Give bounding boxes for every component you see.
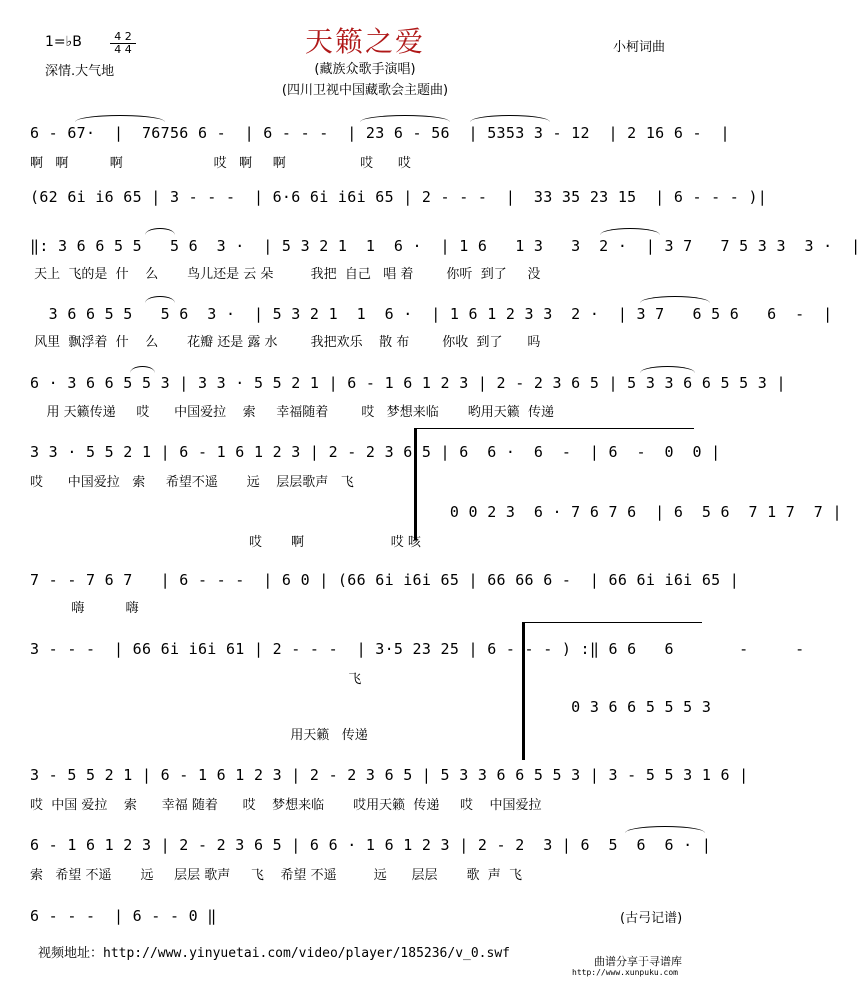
lyric-line-3: 天上 飞的是 什 么 鸟儿还是 云 朵 我把 自己 唱 着 你听 到了 没 [30, 267, 541, 282]
notation-line-6: 3 3 · 5 5 2 1 | 6 - 1 6 1 2 3 | 2 - 2 3 6 5 | 6 6 · 6 - | 6 - 0 0 | [30, 443, 721, 461]
notation-line-3: ‖: 3 6 6 5 5 5 6 3 · | 5 3 2 1 1 6 · | 1 6 1 3 3 2 · | 3 7 7 5 3 3 3 · | [30, 237, 860, 255]
slur [640, 296, 710, 303]
transcriber-credit: (古弓记谱) [620, 911, 683, 926]
video-link: 视频地址：http://www.yinyuetai.com/video/player/185236/v_0.swf [38, 946, 510, 961]
time-signature-bottom: 4 4 [114, 43, 132, 56]
key-signature: 1=♭B [45, 34, 82, 50]
volta-line-2 [522, 622, 702, 623]
author-credit: 小柯词曲 [613, 40, 666, 55]
tempo-mood: 深情.大气地 [45, 64, 115, 79]
slur [145, 296, 175, 303]
time-signature-top: 4 2 [114, 30, 132, 43]
notation-line-13: 6 - - - | 6 - - 0 ‖ [30, 907, 217, 925]
share-credit: 曲谱分享于寻谱库 [594, 955, 682, 968]
lyric-line-1: 啊 啊 啊 哎 啊 啊 哎 哎 [30, 156, 411, 171]
notation-line-5: 6 · 3 6 6 5 5 3 | 3 3 · 5 5 2 1 | 6 - 1 6 1 2 3 | 2 - 2 3 6 5 | 5 3 3 6 6 5 5 3 | [30, 374, 786, 392]
lyric-line-7: 哎 啊 哎 咳 [30, 535, 421, 550]
lyric-line-9: 飞 [30, 672, 362, 687]
notation-line-4: 3 6 6 5 5 5 6 3 · | 5 3 2 1 1 6 · | 1 6 1 2 3 3 2 · | 3 7 6 5 6 6 - | [30, 305, 833, 323]
notation-line-8: 7 - - 7 6 7 | 6 - - - | 6 0 | (66 6i i6i 65 | 66 66 6 - | 66 6i i6i 65 | [30, 571, 740, 589]
slur [640, 366, 695, 373]
lyric-line-4: 风里 飘浮着 什 么 花瓣 还是 露 水 我把欢乐 散 布 你收 到了 吗 [30, 335, 541, 350]
lyric-line-12: 索 希望 不遥 远 层层 歌声 飞 希望 不遥 远 层层 歌 声 飞 [30, 868, 523, 883]
performer-subtitle: (藏族众歌手演唱) [314, 62, 416, 77]
slur [130, 366, 155, 373]
notation-line-12: 6 - 1 6 1 2 3 | 2 - 2 3 6 5 | 6 6 · 1 6 1 2 3 | 2 - 2 3 | 6 5 6 6 · | [30, 836, 712, 854]
lyric-line-11: 哎 中国 爱拉 索 幸福 随着 哎 梦想来临 哎用天籁 传递 哎 中国爱拉 [30, 798, 542, 813]
program-subtitle: (四川卫视中国藏歌会主题曲) [281, 83, 449, 98]
site-url: http://www.xunpuku.com [572, 968, 678, 977]
slur [600, 228, 660, 235]
notation-line-7: 0 0 2 3 6 · 7 6 7 6 | 6 5 6 7 1 7 7 | [30, 503, 842, 521]
notation-line-9: 3 - - - | 66 6i i6i 61 | 2 - - - | 3·5 23 25 | 6 - - - ) :‖ 6 6 6 - - [30, 640, 805, 658]
slur [360, 115, 450, 122]
lyric-line-5: 用 天籁传递 哎 中国爱拉 索 幸福随着 哎 梦想来临 哟用天籁 传递 [30, 405, 554, 420]
lyric-line-6: 哎 中国爱拉 索 希望不遥 远 层层歌声 飞 [30, 475, 354, 490]
slur [625, 826, 705, 833]
notation-line-2: (62 6i i6 65 | 3 - - - | 6·6 6i i6i 65 | 2 - - - | 33 35 23 15 | 6 - - - )| [30, 188, 768, 206]
page-title: 天籁之爱 [304, 25, 425, 58]
time-signature [110, 32, 136, 55]
notation-line-10: 0 3 6 6 5 5 5 3 [30, 698, 712, 716]
lyric-line-10: 用天籁 传递 [30, 728, 368, 743]
notation-line-11: 3 - 5 5 2 1 | 6 - 1 6 1 2 3 | 2 - 2 3 6 5 | 5 3 3 6 6 5 5 3 | 3 - 5 5 3 1 6 | [30, 766, 749, 784]
slur [145, 228, 175, 235]
slur [75, 115, 165, 122]
lyric-line-8: 嗨 嗨 [30, 601, 139, 616]
volta-bracket [414, 428, 417, 540]
volta-line [414, 428, 694, 429]
notation-line-1: 6 - 67· | 76756 6 - | 6 - - - | 23 6 - 56 | 5353 3 - 12 | 2 16 6 - | [30, 124, 730, 142]
slur [470, 115, 550, 122]
